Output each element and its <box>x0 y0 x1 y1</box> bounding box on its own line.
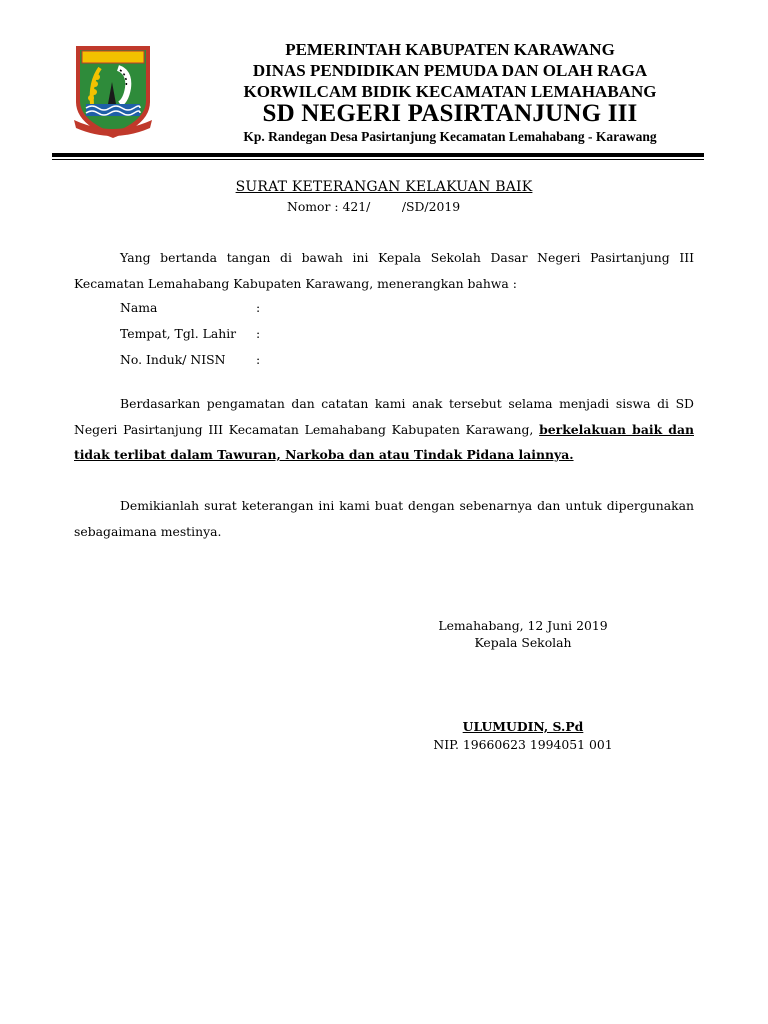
letterhead-address: Kp. Randegan Desa Pasirtanjung Kecamatan Lemahabang - Karawang <box>243 129 657 144</box>
field-label-birth: Tempat, Tgl. Lahir <box>120 326 237 341</box>
letter-title: SURAT KETERANGAN KELAKUAN BAIK <box>235 179 533 195</box>
letterhead-government: PEMERINTAH KABUPATEN KARAWANG <box>285 40 615 59</box>
letterhead-department: DINAS PENDIDIKAN PEMUDA DAN OLAH RAGA <box>252 61 648 80</box>
signature-place-date: Lemahabang, 12 Juni 2019 <box>438 618 608 633</box>
body-plain-text: Berdasarkan pengamatan dan catatan kami anak tersebut selama menjadi siswa di SD Negeri Pasirtanjung III Kecamatan Lemahabang Kabupaten Karawang, <box>74 396 694 437</box>
karawang-regency-emblem-icon <box>70 42 156 140</box>
body-emphasis-text: berkelakuan baik dan tidak terlibat dalam Tawuran, Narkoba dan atau Tindak Pidana lainnya. <box>74 421 694 462</box>
field-label-nisn: No. Induk/ NISN <box>120 352 226 367</box>
signature-name: ULUMUDIN, S.Pd <box>462 719 584 734</box>
signature-nip: NIP. 19660623 1994051 001 <box>433 737 613 752</box>
field-colon-name: : <box>256 300 261 315</box>
letter-number: Nomor : 421/ /SD/2019 <box>287 199 461 214</box>
field-colon-nisn: : <box>256 352 261 367</box>
letterhead-divider-thin <box>52 159 704 160</box>
closing-text: Demikianlah surat keterangan ini kami buat dengan sebenarnya dan untuk dipergunakan sebagaimana mestinya. <box>74 498 694 539</box>
letterhead-divider-thick <box>52 153 704 157</box>
letterhead-school-name: SD NEGERI PASIRTANJUNG III <box>262 100 638 127</box>
field-label-name: Nama <box>120 300 158 315</box>
field-colon-birth: : <box>256 326 261 341</box>
body-paragraph <box>74 391 694 468</box>
signature-position: Kepala Sekolah <box>474 635 572 650</box>
letterhead-district-office: KORWILCAM BIDIK KECAMATAN LEMAHABANG <box>243 82 657 101</box>
closing-paragraph <box>74 493 694 544</box>
intro-text: Yang bertanda tangan di bawah ini Kepala Sekolah Dasar Negeri Pasirtanjung III Kecamatan Lemahabang Kabupaten Karawang, menerangkan bahwa : <box>74 250 694 291</box>
intro-paragraph <box>74 245 694 296</box>
